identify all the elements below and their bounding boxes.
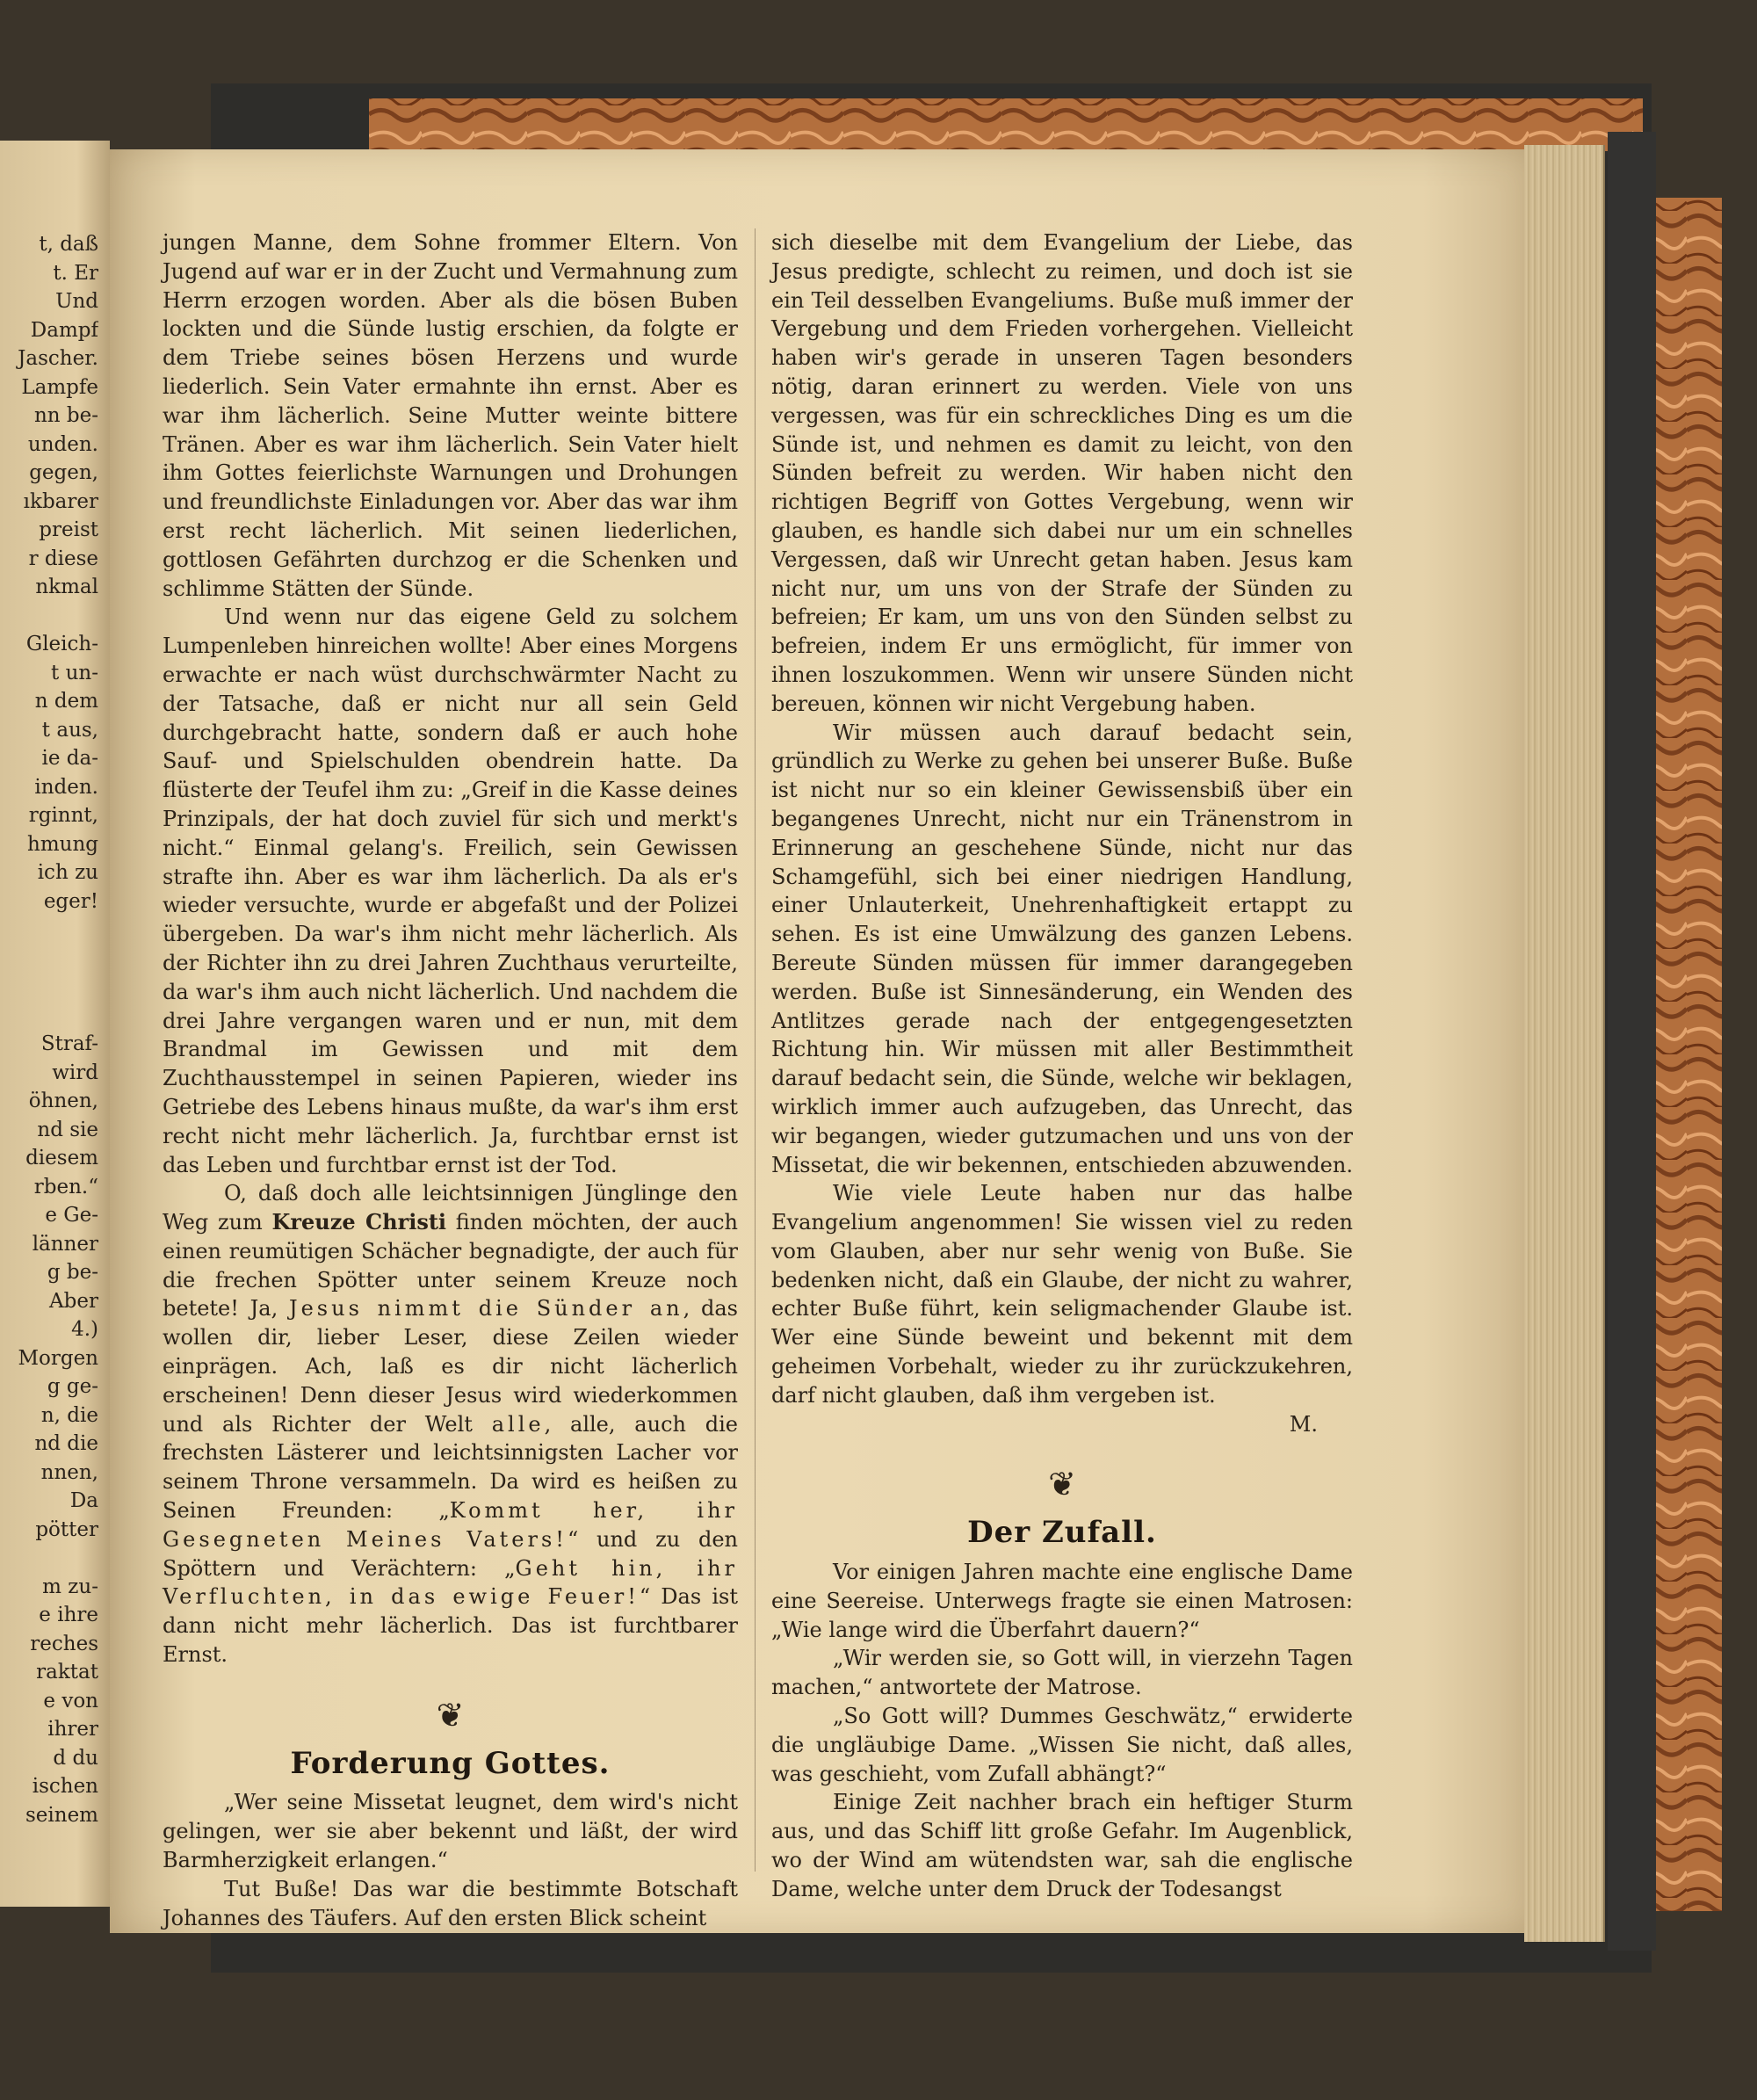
fragment-line <box>0 916 98 945</box>
paragraph: „Wer seine Missetat leugnet, dem wird's nicht gelingen, wer sie aber bekennt und läßt, der wird Barmherzigkeit erlangen.“ <box>163 1790 738 1873</box>
fragment-line: preist <box>39 518 98 541</box>
ornament-icon: ❦ <box>436 1695 465 1734</box>
spaced-emphasis: Jesus nimmt die Sünder an <box>288 1296 683 1322</box>
paragraph: Vor einigen Jahren machte eine englische Dame eine Seereise. Unterwegs fragte sie einen Matrosen: „Wie lange wird die Überfahrt dauern?“ <box>771 1560 1353 1642</box>
fragment-line: e ihre <box>39 1604 98 1626</box>
fragment-line: r diese <box>28 547 98 570</box>
right-column <box>771 228 1353 1904</box>
spaced-emphasis: Geht hin, ihr Verfluchten, in das ewige Feuer! <box>163 1555 739 1610</box>
fragment-line: wird <box>52 1061 98 1084</box>
fragment-line: Gleich- <box>25 633 98 655</box>
fragment-line: ischen <box>32 1775 98 1798</box>
fragment-line: gegen, <box>29 461 98 484</box>
fragment-line: ich zu <box>37 861 98 884</box>
paragraph: Wir müssen auch darauf bedacht sein, gründlich zu Werke zu gehen bei unserer Buße. Buße ist nicht nur so ein kleiner Gewissensbiß über ein begangenes Unrecht, nicht nur ein Tränenstrom in Erinnerung an geschehene Sünde, nicht nur das Schamgefühl, sich bei einer niedrigen Handlung, einer Unlauterkeit, Unehrenhaftigkeit ertappt zu sehen. Es ist eine Umwälzung des ganzen Lebens. Bereute Sünden müssen für immer darangegeben werden. Buße ist Sinnesänderung, ein Wenden des Antlitzes gerade nach der entgegengesetzten Richtung hin. Wir müssen mit aller Bestimmtheit darauf bedacht sein, die Sünde, welche wir beklagen, wirklich immer auch aufzugeben, das Unrecht, das wir begangen, wieder gutzumachen und uns von der Missetat, die wir bekennen, entschieden abzuwenden. <box>771 720 1353 1177</box>
fragment-line: 4.) <box>71 1318 98 1341</box>
fragment-line: nkmal <box>35 576 98 598</box>
fragment-line <box>0 1002 98 1031</box>
signature: M. <box>1289 1411 1318 1437</box>
fragment-line <box>0 973 98 1002</box>
fragment-line: rginnt, <box>28 804 98 827</box>
paragraph: „Wir werden sie, so Gott will, in vierzehn Tagen machen,“ antwortete der Matrose. <box>771 1646 1353 1700</box>
fragment-line: Straf- <box>40 1032 98 1055</box>
spaced-emphasis: Kommt her, ihr Gesegneten Meines Vaters! <box>163 1498 738 1552</box>
fragment-line: länner <box>32 1232 98 1256</box>
article-heading: Der Zufall. <box>967 1515 1157 1551</box>
paragraph: Und wenn nur das eigene Geld zu solchem Lumpenleben hinreichen wollte! Aber eines Morgens erwachte er nach wüst durchschwärmter Nacht zu der Tatsache, daß er nicht nur all sein Geld durchgebracht hatte, sondern daß er auch hohe Sauf- und Spielschulden obendrein hatte. Da flüsterte der Teufel ihm zu: „Greif in die Kasse deines Prinzipals, der hat doch zuviel für sich und merkt's nicht.“ Einmal gelang's. Freilich, sein Gewissen strafte ihn. Aber es war ihm lächerlich. Da als er's wieder versuchte, wurde er abgefaßt und der Polizei übergeben. Da war's ihm nicht mehr lächerlich. Als der Richter ihn zu drei Jahren Zuchthaus verurteilte, da war's ihm auch nicht lächerlich. Und nachdem die drei Jahre vergangen waren und er nun, mit dem Brandmal im Gewissen und mit dem Zuchthausstempel in seinen Papieren, wieder ins Getriebe des Lebens hinaus mußte, da war's ihm erst recht nicht mehr lächerlich. Ja, furchtbar ernst ist das Leben und furchtbar ernst ist der Tod. <box>163 605 738 1177</box>
page-block-edges <box>1524 145 1605 1942</box>
article-heading: Forderung Gottes. <box>290 1745 611 1781</box>
fragment-line: unden. <box>27 432 98 456</box>
fragment-line: nnen, <box>40 1460 98 1484</box>
fragment-line: d du <box>53 1746 98 1770</box>
fragment-line: pötter <box>35 1517 98 1541</box>
column-divider <box>755 228 756 1872</box>
fragment-line: ıkbarer <box>23 489 98 513</box>
fragment-line: ie da- <box>41 747 98 770</box>
paragraph: Tut Buße! Das war die bestimmte Botschaft Johannes des Täufers. Auf den ersten Blick scheint <box>163 1876 738 1930</box>
fragment-line: g ge- <box>47 1375 98 1398</box>
fragment-line: Jascher. <box>18 347 98 370</box>
fragment-line: nd die <box>34 1432 98 1455</box>
fragment-line: reches <box>30 1632 98 1655</box>
fragment-line: inden. <box>34 775 98 799</box>
fragment-line: t un- <box>51 661 98 684</box>
fragment-line: seinem <box>25 1803 98 1827</box>
fragment-line: t, daß <box>39 233 98 256</box>
fragment-line: nn be- <box>33 404 98 427</box>
paragraph: Einige Zeit nachher brach ein heftiger Sturm aus, und das Schiff litt große Gefahr. Im Augenblick, wo der Wind am wütendsten war, sah die englische Dame, welche unter dem Druck der Todesangst <box>771 1790 1353 1901</box>
fragment-line: n, die <box>40 1403 98 1427</box>
spaced-emphasis: alle <box>491 1411 545 1437</box>
fragment-line <box>0 945 98 974</box>
fragment-line: Lampfe <box>21 375 98 399</box>
fragment-line <box>0 1544 98 1573</box>
fragment-line: e Ge- <box>45 1204 98 1227</box>
fragment-line: diesem <box>25 1147 98 1169</box>
fragment-line: Aber <box>49 1289 98 1313</box>
left-column <box>163 228 738 1932</box>
fragment-line: g be- <box>47 1261 98 1284</box>
fragment-line: Und <box>55 290 98 313</box>
fragment-line: hmung <box>27 832 98 856</box>
emphasis: Kreuze Christi <box>271 1209 447 1235</box>
fragment-line: öhnen, <box>28 1090 98 1112</box>
fragment-line: Morgen <box>18 1346 98 1370</box>
paragraph: Wie viele Leute haben nur das halbe Evangelium angenommen! Sie wissen viel zu reden vom Glauben, aber nur sehr wenig von Buße. Sie bedenken nicht, daß ein Glaube, der nicht zu wahrer, echter Buße führt, kein seligmachender Glaube ist. Wer eine Sünde beweint und bekennt mit dem geheimen Vorbehalt, wieder zu ihr zurückzukehren, darf nicht glauben, daß ihm vergeben ist. <box>771 1181 1353 1408</box>
fragment-line: Dampf <box>30 318 98 342</box>
left-page-text-fragment <box>0 230 98 1829</box>
fragment-line: Da <box>69 1489 98 1512</box>
fragment-line: raktat <box>36 1661 98 1684</box>
fragment-line <box>0 602 98 631</box>
fragment-line: t. Er <box>53 261 98 285</box>
paragraph: O, daß doch alle leichtsinnigen Jünglinge den Weg zum Kreuze Christi finden möchten, der auch einen reumütigen Schächer begnadigte, der auch für die frechen Spötter unter seinem Kreuze noch betete! Ja, Jesus nimmt die Sünder an, das wollen dir, lieber Leser, diese Zeilen wieder einprägen. Ach, laß es dir nicht lächerlich erscheinen! Denn dieser Jesus wird wiederkommen und als Richter der Welt alle, alle, auch die frechsten Lästerer und leichtsinnigsten Lacher vor seinem Throne versammeln. Da wird es heißen zu Seinen Freunden: „Kommt her, ihr Gesegneten Meines Vaters!“ und zu den Spöttern und Verächtern: „Geht hin, ihr Verfluchten, in das ewige Feuer!“ Das ist dann nicht mehr lächerlich. Das ist furchtbarer Ernst. <box>163 1181 739 1668</box>
paragraph: „So Gott will? Dummes Geschwätz,“ erwiderte die ungläubige Dame. „Wissen Sie nicht, daß alles, was geschieht, vom Zufall abhängt?“ <box>771 1704 1353 1786</box>
fragment-line: m zu- <box>42 1575 98 1598</box>
fragment-line: t aus, <box>41 718 98 742</box>
fragment-line: eger! <box>43 889 98 913</box>
fragment-line: ihrer <box>47 1718 98 1741</box>
fragment-line: n dem <box>34 690 98 713</box>
paragraph: sich dieselbe mit dem Evangelium der Liebe, das Jesus predigte, schlecht zu reimen, und doch ist sie ein Teil desselben Evangeliums. Buße muß immer der Vergebung und dem Frieden vorhergehen. Vielleicht haben wir's gerade in unseren Tagen besonders nötig, daran erinnert zu werden. Viele von uns vergessen, was für ein schreckliches Ding es um die Sünde ist, und nehmen es damit zu leicht, von den Sünden befreit zu werden. Wir haben nicht den richtigen Begriff von Gottes Vergebung, wenn wir glauben, es handle sich dabei nur um ein schnelles Vergessen, daß wir Unrecht getan haben. Jesus kam nicht nur, um uns von der Strafe der Sünden zu befreien; Er kam, um uns von den Sünden selbst zu befreien, indem Er uns ermöglicht, für immer von ihnen loszukommen. Wenn wir unsere Sünden nicht bereuen, können wir nicht Vergebung haben. <box>771 230 1353 716</box>
fragment-line: rben.“ <box>33 1175 98 1198</box>
fragment-line: nd sie <box>37 1118 98 1141</box>
ornament-icon: ❦ <box>1048 1465 1076 1504</box>
paragraph: jungen Manne, dem Sohne frommer Eltern. Von Jugend auf war er in der Zucht und Vermahnung zum Herrn erzogen worden. Aber als die bösen Buben lockten und die Sünde lustig erschien, da folgte er dem Triebe seines bösen Herzens und wurde liederlich. Sein Vater ermahnte ihn ernst. Aber es war ihm lächerlich. Seine Mutter weinte bittere Tränen. Aber es war ihm lächerlich. Sein Vater hielt ihm Gottes feierlichste Warnungen und Drohungen und freundlichste Einladungen vor. Aber das war ihm erst recht lächerlich. Mit seinen liederlichen, gottlosen Gefährten durchzog er die Schenken und schlimme Stätten der Sünde. <box>163 230 738 601</box>
fragment-line: e von <box>43 1689 98 1713</box>
